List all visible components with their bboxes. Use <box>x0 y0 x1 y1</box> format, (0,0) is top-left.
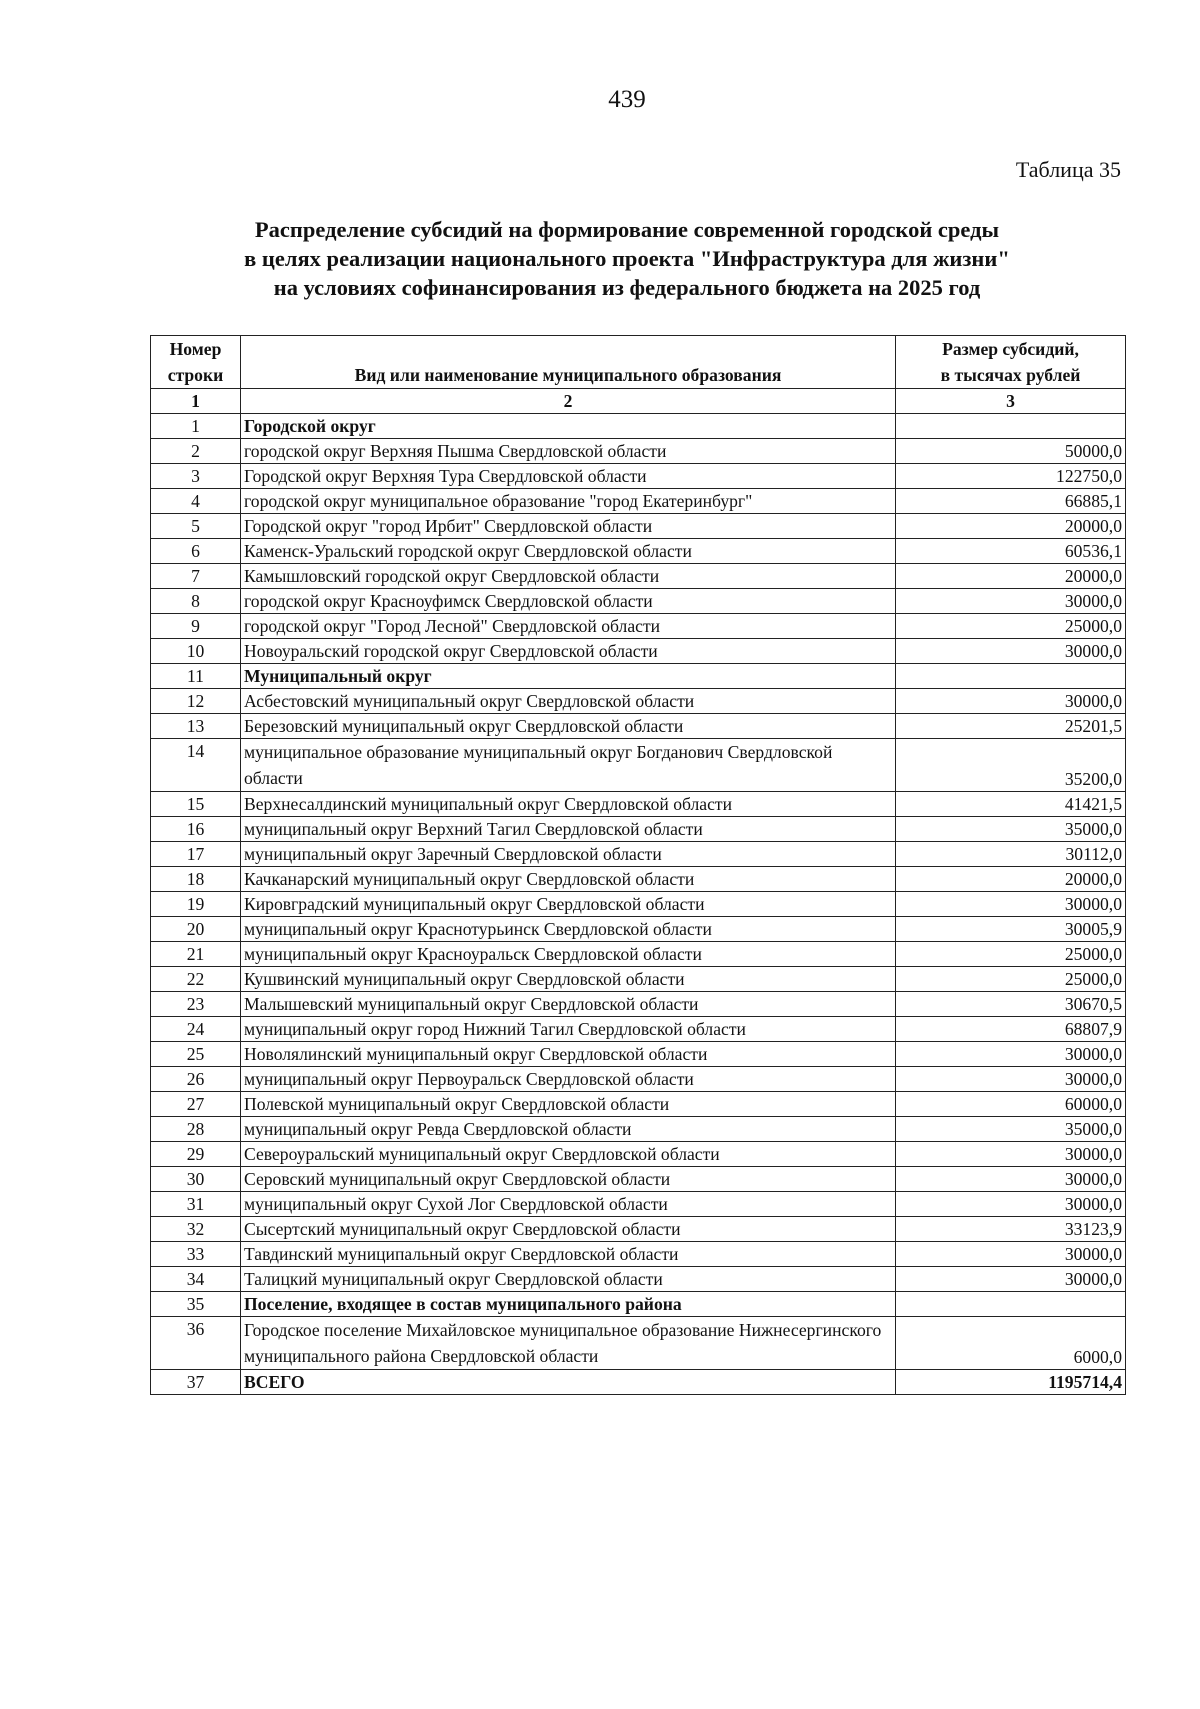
municipality-name: городской округ "Город Лесной" Свердловской области <box>241 614 896 639</box>
municipality-name: муниципальный округ Сухой Лог Свердловской области <box>241 1192 896 1217</box>
subsidy-table <box>150 335 1126 1395</box>
header-municipality <box>241 336 896 389</box>
header-line: в тысячах рублей <box>940 365 1081 385</box>
row-number: 13 <box>151 714 241 739</box>
row-number: 7 <box>151 564 241 589</box>
page-number: 439 <box>608 86 646 113</box>
municipality-name: муниципальный округ Красноуральск Свердловской области <box>241 942 896 967</box>
header-row-number <box>151 336 241 389</box>
table-row <box>151 1192 1126 1217</box>
table-row <box>151 639 1126 664</box>
municipality-name: городской округ Верхняя Пышма Свердловской области <box>241 439 896 464</box>
table-row <box>151 689 1126 714</box>
subsidy-amount: 35000,0 <box>896 1117 1126 1142</box>
header-line: Размер субсидий, <box>942 339 1079 359</box>
subsidy-amount: 122750,0 <box>896 464 1126 489</box>
subsidy-amount: 50000,0 <box>896 439 1126 464</box>
row-number: 34 <box>151 1267 241 1292</box>
table-row <box>151 464 1126 489</box>
municipality-name: Качканарский муниципальный округ Свердловской области <box>241 867 896 892</box>
row-number: 32 <box>151 1217 241 1242</box>
subsidy-amount <box>896 1292 1126 1317</box>
title-line: Распределение субсидий на формирование современной городской среды <box>254 217 1000 242</box>
subsidy-amount: 68807,9 <box>896 1017 1126 1042</box>
row-number: 14 <box>151 739 241 792</box>
total-row <box>151 1370 1126 1395</box>
municipality-name: ВСЕГО <box>241 1370 896 1395</box>
table-row <box>151 1092 1126 1117</box>
row-number: 2 <box>151 439 241 464</box>
table-row <box>151 1167 1126 1192</box>
municipality-name: Кировградский муниципальный округ Свердловской области <box>241 892 896 917</box>
subsidy-amount: 41421,5 <box>896 792 1126 817</box>
table-row <box>151 1017 1126 1042</box>
subsidy-amount: 33123,9 <box>896 1217 1126 1242</box>
table-row <box>151 917 1126 942</box>
municipality-name: городской округ муниципальное образование "город Екатеринбург" <box>241 489 896 514</box>
row-number: 4 <box>151 489 241 514</box>
row-number: 1 <box>151 414 241 439</box>
subsidy-amount: 30000,0 <box>896 1142 1126 1167</box>
municipality-name: Городской округ Верхняя Тура Свердловской области <box>241 464 896 489</box>
municipality-name: Городской округ <box>241 414 896 439</box>
table-row <box>151 489 1126 514</box>
municipality-name: муниципальный округ Краснотурьинск Свердловской области <box>241 917 896 942</box>
municipality-name: муниципальный округ Первоуральск Свердловской области <box>241 1067 896 1092</box>
row-number: 20 <box>151 917 241 942</box>
row-number: 9 <box>151 614 241 639</box>
section-row <box>151 664 1126 689</box>
row-number: 24 <box>151 1017 241 1042</box>
municipality-name: Городской округ "город Ирбит" Свердловской области <box>241 514 896 539</box>
table-label: Таблица 35 <box>1015 157 1121 182</box>
row-number: 23 <box>151 992 241 1017</box>
row-number: 17 <box>151 842 241 867</box>
subsidy-amount: 30000,0 <box>896 639 1126 664</box>
table-row <box>151 1067 1126 1092</box>
municipality-name: Малышевский муниципальный округ Свердловской области <box>241 992 896 1017</box>
table-row <box>151 842 1126 867</box>
table-row <box>151 514 1126 539</box>
subsidy-amount: 30000,0 <box>896 689 1126 714</box>
municipality-name: Верхнесалдинский муниципальный округ Свердловской области <box>241 792 896 817</box>
table-row <box>151 942 1126 967</box>
row-number: 12 <box>151 689 241 714</box>
header-row <box>151 336 1126 389</box>
column-number-row <box>151 389 1126 414</box>
column-number: 1 <box>151 389 241 414</box>
subsidy-amount: 25201,5 <box>896 714 1126 739</box>
municipality-name: муниципальный округ Заречный Свердловской области <box>241 842 896 867</box>
table-row <box>151 867 1126 892</box>
subsidy-amount <box>896 664 1126 689</box>
table-row <box>151 992 1126 1017</box>
header-subsidy-amount <box>896 336 1126 389</box>
table-row <box>151 792 1126 817</box>
subsidy-amount: 30000,0 <box>896 1242 1126 1267</box>
row-number: 37 <box>151 1370 241 1395</box>
subsidy-amount: 20000,0 <box>896 514 1126 539</box>
subsidy-amount: 25000,0 <box>896 614 1126 639</box>
table-row <box>151 1267 1126 1292</box>
table-row <box>151 817 1126 842</box>
table-row <box>151 614 1126 639</box>
table-row <box>151 739 1126 792</box>
subsidy-amount: 20000,0 <box>896 867 1126 892</box>
municipality-name: муниципальный округ Верхний Тагил Свердловской области <box>241 817 896 842</box>
row-number: 18 <box>151 867 241 892</box>
row-number: 21 <box>151 942 241 967</box>
row-number: 33 <box>151 1242 241 1267</box>
column-number: 2 <box>241 389 896 414</box>
table-row <box>151 1242 1126 1267</box>
municipality-name: Тавдинский муниципальный округ Свердловской области <box>241 1242 896 1267</box>
municipality-name: Новолялинский муниципальный округ Свердловской области <box>241 1042 896 1067</box>
municipality-name: Муниципальный округ <box>241 664 896 689</box>
subsidy-amount: 30112,0 <box>896 842 1126 867</box>
municipality-name: Кушвинский муниципальный округ Свердловской области <box>241 967 896 992</box>
subsidy-amount: 60536,1 <box>896 539 1126 564</box>
subsidy-amount: 30000,0 <box>896 892 1126 917</box>
municipality-name: Городское поселение Михайловское муниципальное образование Нижнесергинского муниципального района Свердловской области <box>241 1317 896 1370</box>
municipality-name: муниципальное образование муниципальный округ Богданович Свердловской области <box>241 739 896 792</box>
row-number: 19 <box>151 892 241 917</box>
table-row <box>151 1117 1126 1142</box>
row-number: 27 <box>151 1092 241 1117</box>
row-number: 28 <box>151 1117 241 1142</box>
row-number: 5 <box>151 514 241 539</box>
section-row <box>151 1292 1126 1317</box>
subsidy-amount: 30000,0 <box>896 1167 1126 1192</box>
subsidy-amount: 30000,0 <box>896 1067 1126 1092</box>
subsidy-amount: 30000,0 <box>896 1267 1126 1292</box>
row-number: 8 <box>151 589 241 614</box>
subsidy-amount: 25000,0 <box>896 967 1126 992</box>
municipality-name: Североуральский муниципальный округ Свердловской области <box>241 1142 896 1167</box>
municipality-name: Новоуральский городской округ Свердловской области <box>241 639 896 664</box>
document-title <box>120 215 1134 302</box>
subsidy-amount: 6000,0 <box>896 1317 1126 1370</box>
row-number: 3 <box>151 464 241 489</box>
row-number: 36 <box>151 1317 241 1370</box>
row-number: 26 <box>151 1067 241 1092</box>
row-number: 15 <box>151 792 241 817</box>
subsidy-amount: 35000,0 <box>896 817 1126 842</box>
municipality-name: Асбестовский муниципальный округ Свердловской области <box>241 689 896 714</box>
row-number: 35 <box>151 1292 241 1317</box>
subsidy-amount: 60000,0 <box>896 1092 1126 1117</box>
table-row <box>151 967 1126 992</box>
table-row <box>151 892 1126 917</box>
row-number: 29 <box>151 1142 241 1167</box>
row-number: 31 <box>151 1192 241 1217</box>
municipality-name: муниципальный округ город Нижний Тагил Свердловской области <box>241 1017 896 1042</box>
municipality-name: Сысертский муниципальный округ Свердловской области <box>241 1217 896 1242</box>
row-number: 6 <box>151 539 241 564</box>
subsidy-amount: 30000,0 <box>896 1042 1126 1067</box>
subsidy-amount: 30000,0 <box>896 589 1126 614</box>
row-number: 16 <box>151 817 241 842</box>
municipality-name: Каменск-Уральский городской округ Свердловской области <box>241 539 896 564</box>
title-line: в целях реализации национального проекта "Инфраструктура для жизни" <box>244 246 1010 271</box>
header-line: Номер <box>169 339 222 359</box>
municipality-name: Полевской муниципальный округ Свердловской области <box>241 1092 896 1117</box>
municipality-name: Березовский муниципальный округ Свердловской области <box>241 714 896 739</box>
municipality-name: Серовский муниципальный округ Свердловской области <box>241 1167 896 1192</box>
table-row <box>151 589 1126 614</box>
table-row <box>151 564 1126 589</box>
table-row <box>151 714 1126 739</box>
row-number: 30 <box>151 1167 241 1192</box>
row-number: 22 <box>151 967 241 992</box>
municipality-name: Талицкий муниципальный округ Свердловской области <box>241 1267 896 1292</box>
subsidy-amount: 25000,0 <box>896 942 1126 967</box>
table-row <box>151 439 1126 464</box>
header-line: Вид или наименование муниципального образования <box>354 365 782 385</box>
table-body <box>151 414 1126 1395</box>
title-line: на условиях софинансирования из федерального бюджета на 2025 год <box>273 275 981 300</box>
subsidy-amount: 30005,9 <box>896 917 1126 942</box>
subsidy-amount: 30670,5 <box>896 992 1126 1017</box>
row-number: 25 <box>151 1042 241 1067</box>
municipality-name: муниципальный округ Ревда Свердловской области <box>241 1117 896 1142</box>
column-number: 3 <box>896 389 1126 414</box>
subsidy-amount: 66885,1 <box>896 489 1126 514</box>
subsidy-amount <box>896 414 1126 439</box>
subsidy-amount: 1195714,4 <box>896 1370 1126 1395</box>
municipality-name: городской округ Красноуфимск Свердловской области <box>241 589 896 614</box>
row-number: 11 <box>151 664 241 689</box>
subsidy-amount: 35200,0 <box>896 739 1126 792</box>
municipality-name: Камышловский городской округ Свердловской области <box>241 564 896 589</box>
header-line: строки <box>167 365 224 385</box>
row-number: 10 <box>151 639 241 664</box>
section-row <box>151 414 1126 439</box>
table-row <box>151 1042 1126 1067</box>
subsidy-amount: 20000,0 <box>896 564 1126 589</box>
municipality-name: Поселение, входящее в состав муниципального района <box>241 1292 896 1317</box>
table-row <box>151 1217 1126 1242</box>
table-row <box>151 539 1126 564</box>
table-row <box>151 1317 1126 1370</box>
subsidy-amount: 30000,0 <box>896 1192 1126 1217</box>
table-row <box>151 1142 1126 1167</box>
